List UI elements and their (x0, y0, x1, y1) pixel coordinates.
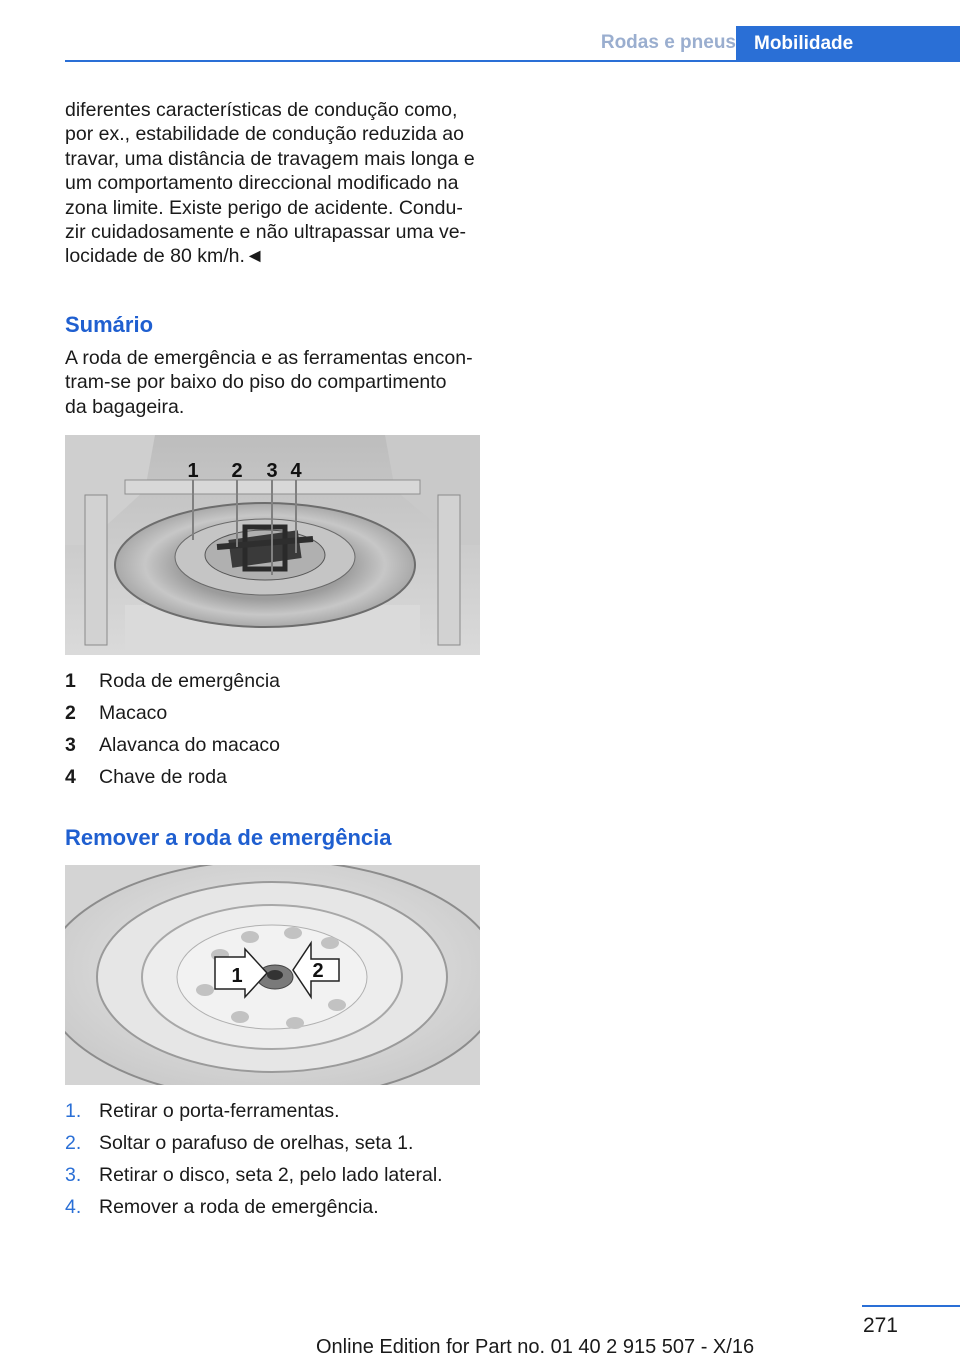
summary-line: tram-se por baixo do piso do compartimento (65, 371, 447, 394)
legend-number: 4 (65, 766, 76, 788)
legend-number: 3 (65, 734, 76, 756)
legend-label: Roda de emergência (99, 670, 281, 692)
page-number: 271 (862, 1314, 898, 1337)
step-text: Retirar o disco, seta 2, pelo lado lateral. (99, 1164, 443, 1186)
legend-label: Alavanca do macaco (99, 734, 281, 756)
summary-line: da bagageira. (65, 395, 185, 418)
legend-number: 2 (65, 702, 76, 724)
intro-line: zona limite. Existe perigo de acidente. Condu- (65, 196, 463, 219)
remove-heading: Remover a roda de emergência (65, 825, 392, 850)
step-number: 3. (65, 1164, 82, 1186)
legend-label: Macaco (99, 702, 168, 724)
step-number: 4. (65, 1196, 82, 1218)
legend-label: Chave de roda (99, 766, 227, 788)
step-text: Soltar o parafuso de orelhas, seta 1. (99, 1132, 414, 1154)
intro-line: zir cuidadosamente e não ultrapassar uma ve- (65, 221, 467, 244)
intro-line: travar, uma distância de travagem mais longa e (65, 147, 475, 170)
header-rule (65, 60, 960, 62)
step-text: Remover a roda de emergência. (99, 1196, 379, 1218)
arrow-label: 2 (312, 960, 324, 982)
callout-label: 4 (290, 460, 302, 482)
summary-paragraph (65, 346, 485, 419)
edition-footer: Online Edition for Part no. 01 40 2 915 507 - X/16 (316, 1336, 755, 1358)
intro-line: diferentes características de condução como, (65, 99, 458, 121)
intro-line: por ex., estabilidade de condução reduzida ao (65, 123, 464, 146)
step-text: Retirar o porta-ferramentas. (99, 1100, 340, 1122)
footer-rule (862, 1305, 960, 1307)
header-chapter-tab: Mobilidade (736, 26, 960, 62)
legend-number: 1 (65, 670, 76, 692)
header-section-label: Rodas e pneus (600, 32, 736, 53)
intro-paragraph (65, 98, 485, 269)
step-number: 2. (65, 1132, 82, 1154)
spare-wheel-trunk-illustration (65, 435, 480, 655)
wing-nut-figure (65, 865, 480, 1085)
callout-label: 2 (231, 460, 243, 482)
spare-wheel-trunk-figure (65, 435, 480, 655)
callout-label: 1 (187, 460, 199, 482)
step-number: 1. (65, 1100, 82, 1122)
summary-line: A roda de emergência e as ferramentas encon- (65, 347, 473, 369)
summary-heading: Sumário (65, 312, 154, 337)
callout-label: 3 (266, 460, 278, 482)
arrow-label: 1 (231, 965, 243, 987)
intro-line: um comportamento direccional modificado na (65, 172, 459, 195)
intro-line: locidade de 80 km/h.◄ (65, 245, 265, 268)
wing-nut-illustration (65, 865, 480, 1085)
